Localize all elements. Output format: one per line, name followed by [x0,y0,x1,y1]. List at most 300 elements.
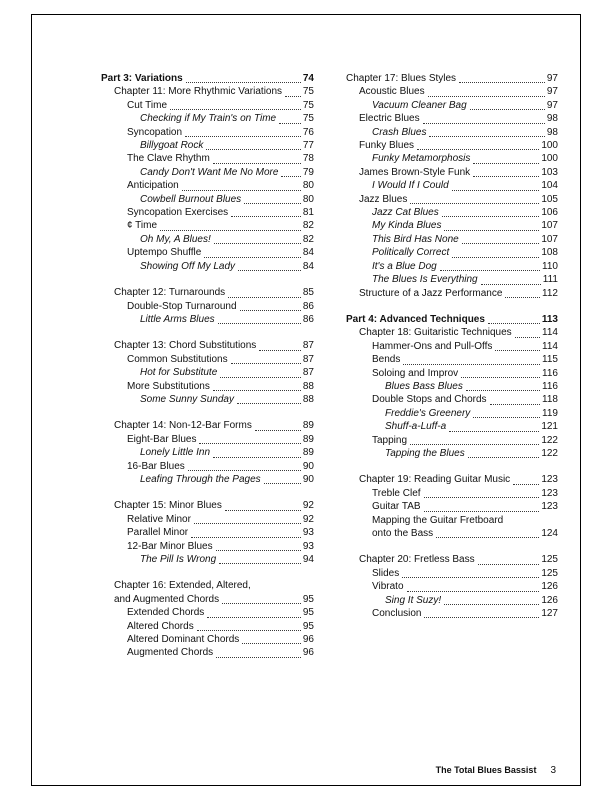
toc-entry-page-number: 84 [302,247,314,259]
toc-entry-page-number: 95 [302,593,314,605]
toc-entry [346,473,558,486]
toc-entry [346,434,558,447]
toc-entry [346,206,558,219]
toc-entry-page-number: 86 [302,313,314,325]
toc-entry-title: Little Arms Blues [140,313,215,325]
toc-entry [101,313,314,326]
toc-entry [346,340,558,353]
toc-entry [346,567,558,580]
dot-leader [410,203,539,204]
toc-entry [101,553,314,566]
toc-entry-page-number: 75 [302,86,314,98]
toc-entry [101,166,314,179]
toc-entry-page-number: 95 [302,620,314,632]
toc-entry [346,260,558,273]
toc-entry [346,500,558,513]
toc-entry-page-number: 96 [302,634,314,646]
toc-entry-title: Chapter 12: Turnarounds [114,287,226,299]
toc-entry-title: Relative Minor [127,513,191,525]
dot-leader [216,550,301,551]
toc-entry [346,353,558,366]
dot-leader [197,630,301,631]
dot-leader [199,443,300,444]
toc-entry-title: Hot for Substitute [140,367,218,379]
dot-leader [417,149,539,150]
toc-entry [346,407,558,420]
toc-entry [346,594,558,607]
toc-entry-title: Funky Blues [359,140,415,152]
dot-leader [231,363,301,364]
dot-leader [513,484,539,485]
dot-leader [213,163,301,164]
toc-entry-page-number: 125 [541,567,558,579]
dot-leader [470,109,545,110]
toc-entry-title: Chapter 20: Fretless Bass [359,554,475,566]
toc-entry-page-number: 125 [541,554,558,566]
toc-entry-page-number: 80 [302,180,314,192]
dot-leader [213,457,301,458]
toc-entry-title: Cowbell Burnout Blues [140,193,242,205]
toc-entry-title: Extended Chords [127,607,205,619]
toc-entry-page-number: 113 [541,313,558,325]
toc-entry-page-number: 87 [302,367,314,379]
toc-entry-page-number: 75 [302,113,314,125]
toc-entry [101,526,314,539]
toc-entry-page-number: 85 [302,287,314,299]
dot-leader [440,270,540,271]
toc-entry-title: Structure of a Jazz Performance [359,287,503,299]
toc-entry-title: Eight-Bar Blues [127,433,197,445]
toc-entry-title: Guitar TAB [372,501,421,513]
toc-entry [101,353,314,366]
toc-entry [101,339,314,352]
toc-entry-title: Vacuum Cleaner Bag [372,99,467,111]
dot-leader [213,390,301,391]
toc-entry [346,152,558,165]
toc-entry [101,433,314,446]
dot-leader [214,243,301,244]
toc-entry-title: 16-Bar Blues [127,460,185,472]
toc-entry-title: Chapter 16: Extended, Altered, [114,580,251,592]
toc-entry-page-number: 118 [542,394,558,406]
toc-entry-title: Syncopation [127,126,183,138]
dot-leader [444,230,539,231]
dot-leader [242,643,301,644]
toc-entry-page-number: 92 [302,500,314,512]
toc-entry-page-number: 116 [542,367,558,379]
toc-entry-page-number: 100 [541,153,558,165]
toc-entry-page-number: 97 [546,99,558,111]
toc-entry-page-number: 82 [302,220,314,232]
toc-entry-page-number: 104 [541,180,558,192]
dot-leader [216,657,301,658]
toc-entry-title: Soloing and Improv [372,367,459,379]
dot-leader [481,284,541,285]
toc-entry [346,139,558,152]
toc-entry-page-number: 94 [302,554,314,565]
toc-entry-title: This Bird Has None [372,233,459,245]
toc-entry-title: Hammer-Ons and Pull-Offs [372,340,493,352]
dot-leader [218,323,301,324]
toc-entry-title: Part 4: Advanced Techniques [346,313,485,325]
toc-entry [346,273,558,286]
footer-page-number: 3 [550,765,556,776]
toc-entry [101,219,314,232]
toc-entry [101,246,314,259]
toc-entry [101,126,314,139]
dot-leader [206,149,301,150]
dot-leader [402,577,539,578]
toc-entry-page-number: 106 [541,207,558,219]
toc-entry-title: Checking if My Train's on Time [140,113,277,125]
toc-entry-title: Showing Off My Lady [140,260,236,272]
toc-entry-page-number: 105 [541,193,558,205]
toc-entry-page-number: 87 [302,353,314,365]
toc-entry-title: Crash Blues [372,126,427,138]
toc-entry-page-number: 116 [542,380,558,392]
dot-leader [436,537,539,538]
dot-leader [255,430,301,431]
toc-entry-page-number: 75 [302,99,314,111]
dot-leader [515,337,540,338]
toc-entry [346,233,558,246]
toc-entry [101,300,314,313]
toc-entry-title: Bends [372,354,401,366]
toc-entry-title: Blues Bass Blues [385,380,463,392]
toc-entry [101,233,314,246]
toc-entry-title: The Clave Rhythm [127,153,210,165]
toc-entry-title: Tapping [372,434,408,446]
toc-entry-title: Mapping the Guitar Fretboard [372,514,504,526]
toc-entry-page-number: 110 [542,260,558,272]
toc-entry [101,112,314,125]
toc-entry [346,580,558,593]
dot-leader [407,591,540,592]
toc-entry-page-number: 93 [302,527,314,539]
dot-leader [207,617,301,618]
toc-entry [101,206,314,219]
dot-leader [490,404,541,405]
toc-entry-page-number: 89 [302,447,314,459]
toc-entry-page-number: 97 [546,86,558,98]
toc-entry-title: More Substitutions [127,380,210,392]
dot-leader [473,417,540,418]
toc-entry-page-number: 96 [302,647,314,659]
toc-entry-page-number: 122 [541,434,558,446]
toc-entry-page-number: 89 [302,433,314,445]
toc-entry-title: Slides [372,567,400,579]
toc-entry-title: Augmented Chords [127,647,214,659]
toc-entry [101,446,314,459]
toc-entry [346,99,558,112]
toc-entry-title: ¢ Time [127,220,158,232]
toc-entry-title: The Pill Is Wrong [140,554,217,565]
toc-entry-page-number: 79 [302,166,314,178]
toc-entry-page-number: 121 [541,421,558,433]
toc-entry-title: Chapter 14: Non-12-Bar Forms [114,420,252,432]
toc-entry-title: Acoustic Blues [359,86,425,98]
toc-entry [346,607,558,620]
toc-entry-title: It's a Blue Dog [372,260,437,272]
dot-leader [279,123,301,124]
dot-leader [204,257,301,258]
dot-leader [191,537,301,538]
toc-entry-title: Jazz Cat Blues [372,207,439,219]
toc-entry-title: Politically Correct [372,247,450,259]
toc-entry [346,420,558,433]
dot-leader [259,350,301,351]
toc-entry-page-number: 78 [302,153,314,165]
toc-entry-title: I Would If I Could [372,180,449,192]
toc-entry-page-number: 100 [541,140,558,152]
toc-entry-title: Jazz Blues [359,193,408,205]
toc-entry [346,219,558,232]
dot-leader [281,176,300,177]
toc-entry [101,85,314,98]
toc-entry [346,72,558,85]
toc-entry-title: Sing It Suzy! [385,594,442,606]
toc-entry-page-number: 86 [302,300,314,312]
toc-entry-title: Billygoat Rock [140,140,204,152]
toc-entry-page-number: 103 [541,166,558,178]
toc-entry-page-number: 97 [546,73,558,84]
dot-leader [185,136,301,137]
toc-entry [101,366,314,379]
toc-entry [346,393,558,406]
toc-entry [346,246,558,259]
toc-entry-wrap-line [101,579,314,592]
toc-entry [101,606,314,619]
toc-entry [101,633,314,646]
toc-entry-title: 12-Bar Minor Blues [127,540,213,552]
toc-entry [101,152,314,165]
toc-entry [101,540,314,553]
toc-entry-title: Freddie's Greenery [385,407,471,419]
toc-entry-page-number: 126 [541,594,558,606]
dot-leader [182,190,301,191]
toc-entry [101,286,314,299]
toc-entry [346,313,558,326]
toc-entry [101,460,314,473]
toc-entry-page-number: 115 [542,354,558,366]
toc-entry-page-number: 126 [541,581,558,593]
toc-entry [101,260,314,273]
dot-leader [231,216,301,217]
toc-entry-title: Lonely Little Inn [140,447,211,459]
toc-entry-page-number: 82 [302,233,314,245]
dot-leader [462,243,540,244]
toc-entry-page-number: 92 [302,513,314,525]
dot-leader [410,444,539,445]
dot-leader [244,203,301,204]
toc-entry [101,513,314,526]
toc-entry [346,380,558,393]
dot-leader [285,96,301,97]
toc-entry-title: Some Sunny Sunday [140,393,234,405]
dot-leader [222,603,301,604]
toc-entry [346,166,558,179]
footer-book-title: The Total Blues Bassist [435,765,537,775]
dot-leader [466,390,540,391]
toc-entry [346,287,558,300]
toc-entry [101,646,314,659]
toc-entry [101,193,314,206]
dot-leader [428,96,545,97]
toc-entry-title: Altered Chords [127,620,194,632]
toc-entry-title: Conclusion [372,608,422,620]
toc-entry-page-number: 84 [302,260,314,272]
toc-entry-title: Vibrato [372,581,404,593]
dot-leader [495,350,540,351]
toc-column-left [101,72,314,660]
dot-leader [444,604,539,605]
toc-entry-page-number: 88 [302,380,314,392]
toc-entry-title: Part 3: Variations [101,73,183,84]
dot-leader [424,617,539,618]
dot-leader [452,257,539,258]
toc-entry-title: Chapter 13: Chord Substitutions [114,340,257,352]
toc-entry-page-number: 122 [541,447,558,459]
toc-entry-title: The Blues Is Everything [372,274,478,286]
toc-entry-page-number: 123 [541,487,558,499]
toc-entry-page-number: 112 [542,287,558,299]
dot-leader [220,377,301,378]
toc-entry-title: Cut Time [127,99,168,111]
dot-leader [264,483,301,484]
toc-entry-title: Chapter 15: Minor Blues [114,500,222,512]
toc-entry-title: Double Stops and Chords [372,394,487,406]
dot-leader [461,377,540,378]
toc-entry [346,553,558,566]
page-border-frame [31,14,581,786]
toc-entry-page-number: 111 [542,274,558,286]
toc-entry-page-number: 127 [541,608,558,620]
toc-entry [101,499,314,512]
toc-entry-page-number: 114 [542,327,558,339]
dot-leader [459,82,545,83]
toc-entry-page-number: 107 [541,220,558,232]
toc-entry-page-number: 123 [541,474,558,486]
toc-entry-page-number: 88 [302,393,314,405]
dot-leader [160,230,301,231]
toc-entry-title: Altered Dominant Chords [127,634,240,646]
dot-leader [478,564,540,565]
dot-leader [225,510,301,511]
dot-leader [473,163,539,164]
toc-entry [346,85,558,98]
toc-entry-page-number: 74 [302,73,314,84]
toc-entry [346,367,558,380]
toc-column-right [346,72,558,620]
toc-entry-page-number: 89 [302,420,314,432]
toc-entry-page-number: 119 [542,407,558,419]
dot-leader [186,82,301,83]
dot-leader [488,323,540,324]
dot-leader [170,109,301,110]
dot-leader [473,176,539,177]
toc-entry-title: Anticipation [127,180,179,192]
dot-leader [219,563,301,564]
toc-entry-page-number: 90 [302,460,314,472]
toc-entry-title: Parallel Minor [127,527,189,539]
toc-entry-page-number: 108 [541,247,558,259]
page-footer [436,765,556,776]
toc-entry-page-number: 87 [302,340,314,352]
dot-leader [424,511,540,512]
toc-entry-page-number: 80 [302,193,314,205]
toc-entry-title: Funky Metamorphosis [372,153,471,165]
toc-entry-title: Chapter 11: More Rhythmic Variations [114,86,283,98]
dot-leader [403,364,540,365]
toc-entry-title: Double-Stop Turnaround [127,300,237,312]
toc-entry-page-number: 107 [541,233,558,245]
dot-leader [240,310,301,311]
toc-entry-title: Leafing Through the Pages [140,473,261,485]
toc-entry [346,527,558,540]
dot-leader [423,123,545,124]
toc-entry [346,193,558,206]
toc-entry-page-number: 124 [541,528,558,539]
toc-entry [101,139,314,152]
toc-entry [346,179,558,192]
toc-entry [346,447,558,460]
dot-leader [188,470,301,471]
toc-entry-title: Chapter 19: Reading Guitar Music [359,474,511,486]
toc-entry-page-number: 114 [542,340,558,352]
dot-leader [237,403,301,404]
toc-entry [101,473,314,486]
toc-entry [101,72,314,85]
toc-entry-page-number: 95 [302,607,314,619]
dot-leader [424,497,540,498]
toc-entry-title: Uptempo Shuffle [127,247,202,259]
toc-entry-title: My Kinda Blues [372,220,442,232]
toc-entry [101,179,314,192]
toc-entry [101,380,314,393]
toc-entry [346,487,558,500]
toc-entry-page-number: 90 [302,473,314,485]
toc-entry [101,593,314,606]
toc-entry-title: Syncopation Exercises [127,207,229,219]
toc-entry-title: Candy Don't Want Me No More [140,166,279,178]
toc-entry [101,393,314,406]
toc-entry [101,620,314,633]
toc-entry-page-number: 98 [546,126,558,138]
toc-entry [346,126,558,139]
toc-entry-title: Electric Blues [359,113,420,125]
toc-entry-title: Chapter 18: Guitaristic Techniques [359,327,512,339]
toc-entry-title: Common Substitutions [127,353,228,365]
dot-leader [468,457,540,458]
toc-entry [346,326,558,339]
toc-entry-page-number: 123 [541,501,558,513]
dot-leader [194,523,301,524]
dot-leader [505,297,540,298]
dot-leader [429,136,544,137]
toc-entry-title: Tapping the Blues [385,447,465,459]
toc-entry-wrap-line [346,514,558,527]
toc-entry-page-number: 81 [302,207,314,219]
dot-leader [452,190,540,191]
toc-entry-title: onto the Bass [372,528,434,539]
toc-entry-page-number: 76 [302,126,314,138]
dot-leader [449,431,539,432]
toc-entry-title: Oh My, A Blues! [140,233,211,245]
toc-entry-page-number: 77 [302,140,314,152]
toc-entry-title: and Augmented Chords [114,593,220,605]
toc-entry-page-number: 98 [546,113,558,125]
toc-entry [101,99,314,112]
